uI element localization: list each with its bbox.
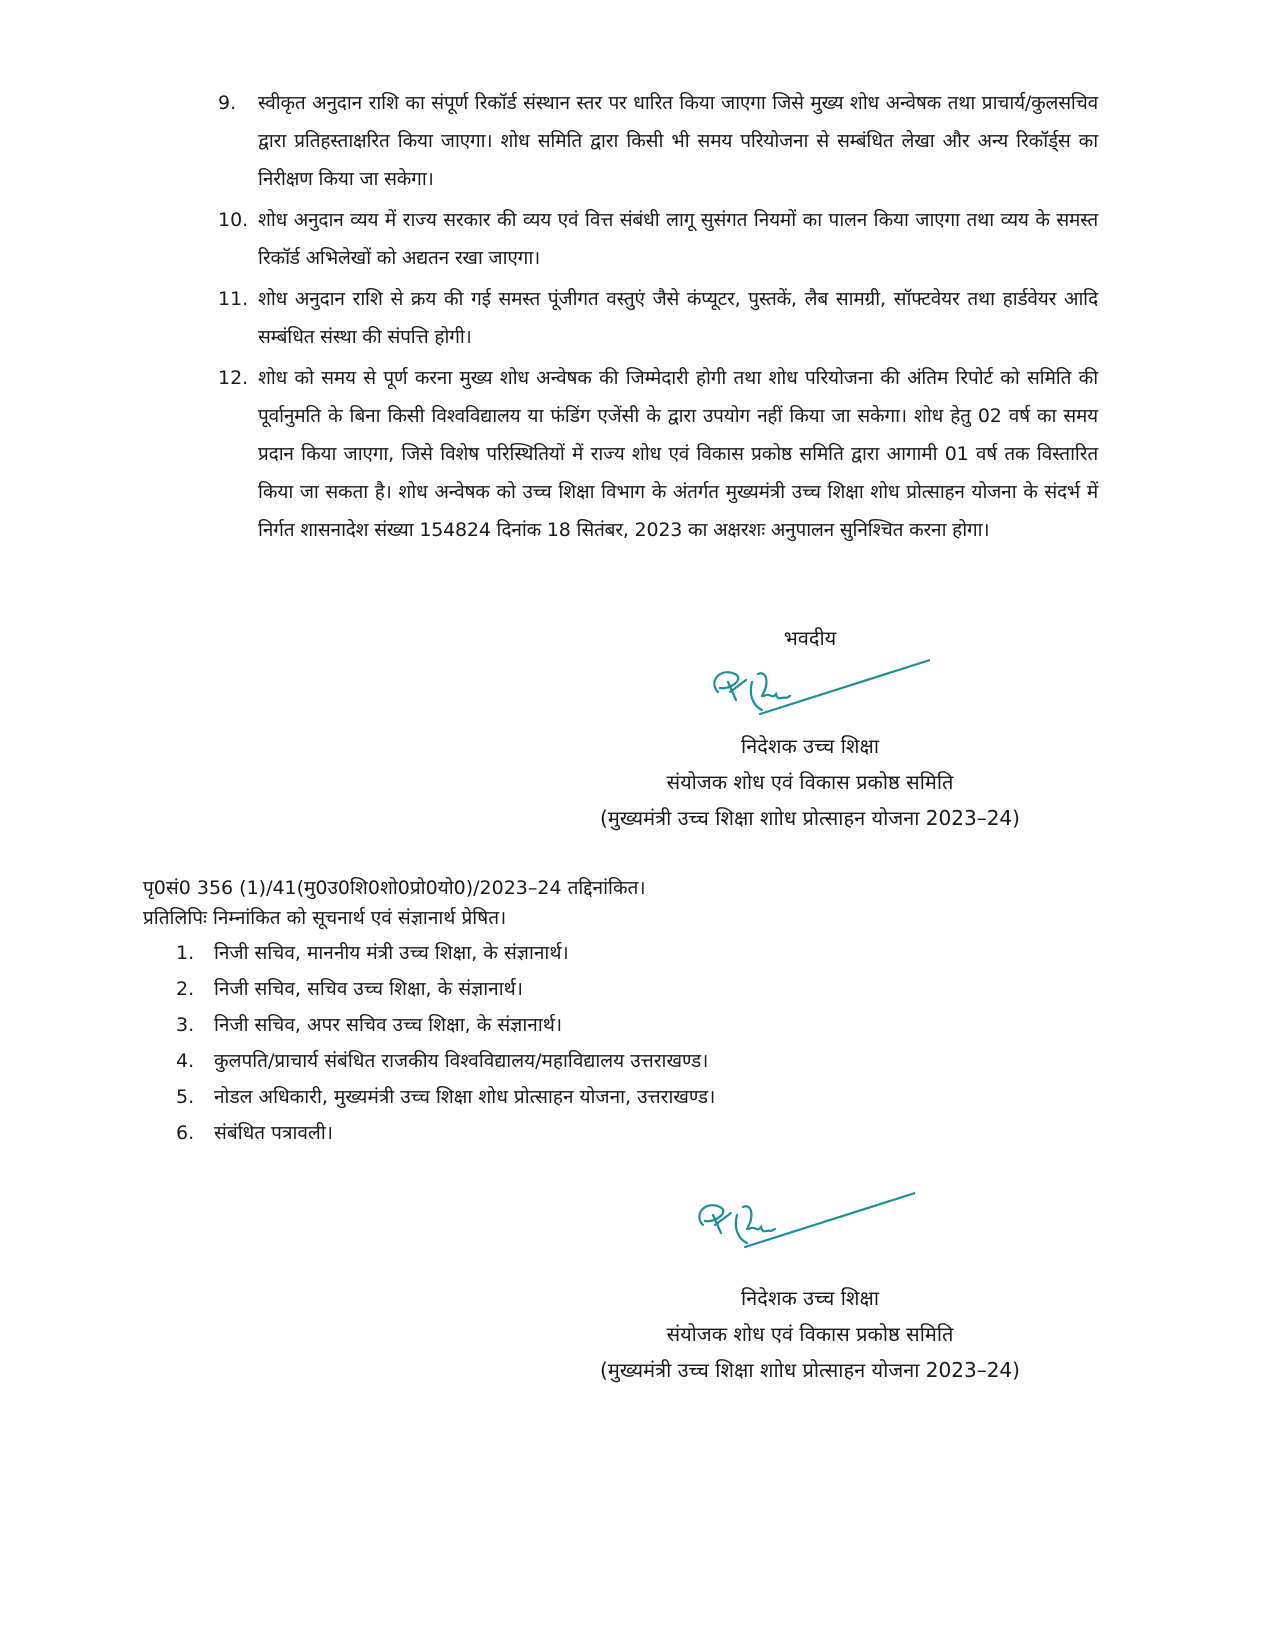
clause-number: 12. (218, 367, 249, 389)
list-number: 3. (176, 1014, 195, 1036)
clause-number: 11. (218, 288, 249, 310)
list-item (176, 1115, 976, 1151)
signature-block (560, 620, 1060, 836)
clause-list (218, 84, 1098, 552)
clause-text: शोध अनुदान व्यय में राज्य सरकार की व्यय एवं वित्त संबंधी लागू सुसंगत नियमों का पालन किया जाएगा तथा व्यय के समस्त रिकॉर्ड अभिलेखों को अद्यतन रखा जाएगा। (258, 209, 1098, 269)
list-number: 5. (176, 1086, 195, 1108)
list-text: निजी सचिव, माननीय मंत्री उच्च शिक्षा, के संज्ञानार्थ। (214, 942, 569, 964)
role: संयोजक शोध एवं विकास प्रकोष्ठ समिति (666, 770, 954, 794)
list-number: 6. (176, 1122, 195, 1144)
list-item (176, 1079, 976, 1115)
list-text: संबंधित पत्रावली। (214, 1122, 333, 1144)
clause-number: 9. (218, 92, 237, 114)
designation: निदेशक उच्च शिक्षा (740, 1286, 880, 1310)
list-text: कुलपति/प्राचार्य संबंधित राजकीय विश्वविद्यालय/महाविद्यालय उत्तराखण्ड। (214, 1050, 709, 1072)
list-number: 2. (176, 978, 195, 1000)
designation: निदेशक उच्च शिक्षा (740, 734, 880, 758)
clause-item (218, 280, 1098, 356)
reference-block (143, 873, 646, 933)
list-text: निजी सचिव, अपर सचिव उच्च शिक्षा, के संज्ञानार्थ। (214, 1014, 563, 1036)
signature-image (685, 1185, 915, 1265)
role: संयोजक शोध एवं विकास प्रकोष्ठ समिति (666, 1322, 954, 1346)
list-text: नोडल अधिकारी, मुख्यमंत्री उच्च शिक्षा शोध प्रोत्साहन योजना, उत्तराखण्ड। (214, 1086, 716, 1108)
scheme: (मुख्यमंत्री उच्च शिक्षा शाोध प्रोत्साहन योजना 2023–24) (600, 1358, 1020, 1382)
clause-number: 10. (218, 209, 249, 231)
clause-item (218, 201, 1098, 277)
signature-block (560, 1280, 1060, 1388)
list-item (176, 1043, 976, 1079)
copy-to-list (176, 935, 976, 1151)
scheme: (मुख्यमंत्री उच्च शिक्षा शाोध प्रोत्साहन योजना 2023–24) (600, 806, 1020, 830)
clause-item (218, 359, 1098, 549)
list-number: 4. (176, 1050, 195, 1072)
clause-text: स्वीकृत अनुदान राशि का संपूर्ण रिकॉर्ड संस्थान स्तर पर धारित किया जाएगा जिसे मुख्य शोध अन्वेषक तथा प्राचार्य/कुलसचिव द्वारा प्रतिहस्ताक्षरित किया जाएगा। शोध समिति द्वारा किसी भी समय परियोजना से सम्बंधित लेखा और अन्य रिकॉर्ड्स का निरीक्षण किया जा सकेगा। (258, 92, 1098, 190)
clause-text: शोध अनुदान राशि से क्रय की गई समस्त पूंजीगत वस्तुएं जैसे कंप्यूटर, पुस्तकें, लैब सामग्री, सॉफ्टवेयर तथा हार्डवेयर आदि सम्बंधित संस्था की संपत्ति होगी। (258, 288, 1098, 348)
salutation: भवदीय (783, 626, 837, 650)
list-number: 1. (176, 942, 195, 964)
clause-item (218, 84, 1098, 198)
list-text: निजी सचिव, सचिव उच्च शिक्षा, के संज्ञानार्थ। (214, 978, 523, 1000)
reference-number: पृ0सं0 356 (1)/41(मु0उ0शि0शो0प्रो0यो0)/2023–24 तद्दिनांकित। (143, 877, 646, 899)
clause-text: शोध को समय से पूर्ण करना मुख्य शोध अन्वेषक की जिम्मेदारी होगी तथा शोध परियोजना की अंतिम रिपोर्ट को समिति की पूर्वानुमति के बिना किसी विश्वविद्यालय या फंडिंग एजेंसी के द्वारा उपयोग नहीं किया जा सकेगा। शोध हेतु 02 वर्ष का समय प्रदान किया जाएगा, जिसे विशेष परिस्थितियों में राज्य शोध एवं विकास प्रकोष्ठ समिति द्वारा आगामी 01 वर्ष तक विस्तारित किया जा सकता है। शोध अन्वेषक को उच्च शिक्षा विभाग के अंतर्गत मुख्यमंत्री उच्च शिक्षा शोध प्रोत्साहन योजना के संदर्भ में निर्गत शासनादेश संख्या 154824 दिनांक 18 सितंबर, 2023 का अक्षरशः अनुपालन सुनिश्चित करना होगा। (258, 367, 1098, 541)
list-item (176, 1007, 976, 1043)
list-item (176, 935, 976, 971)
list-item (176, 971, 976, 1007)
copy-line: प्रतिलिपिः निम्नांकित को सूचनार्थ एवं संज्ञानार्थ प्रेषित। (143, 907, 507, 929)
